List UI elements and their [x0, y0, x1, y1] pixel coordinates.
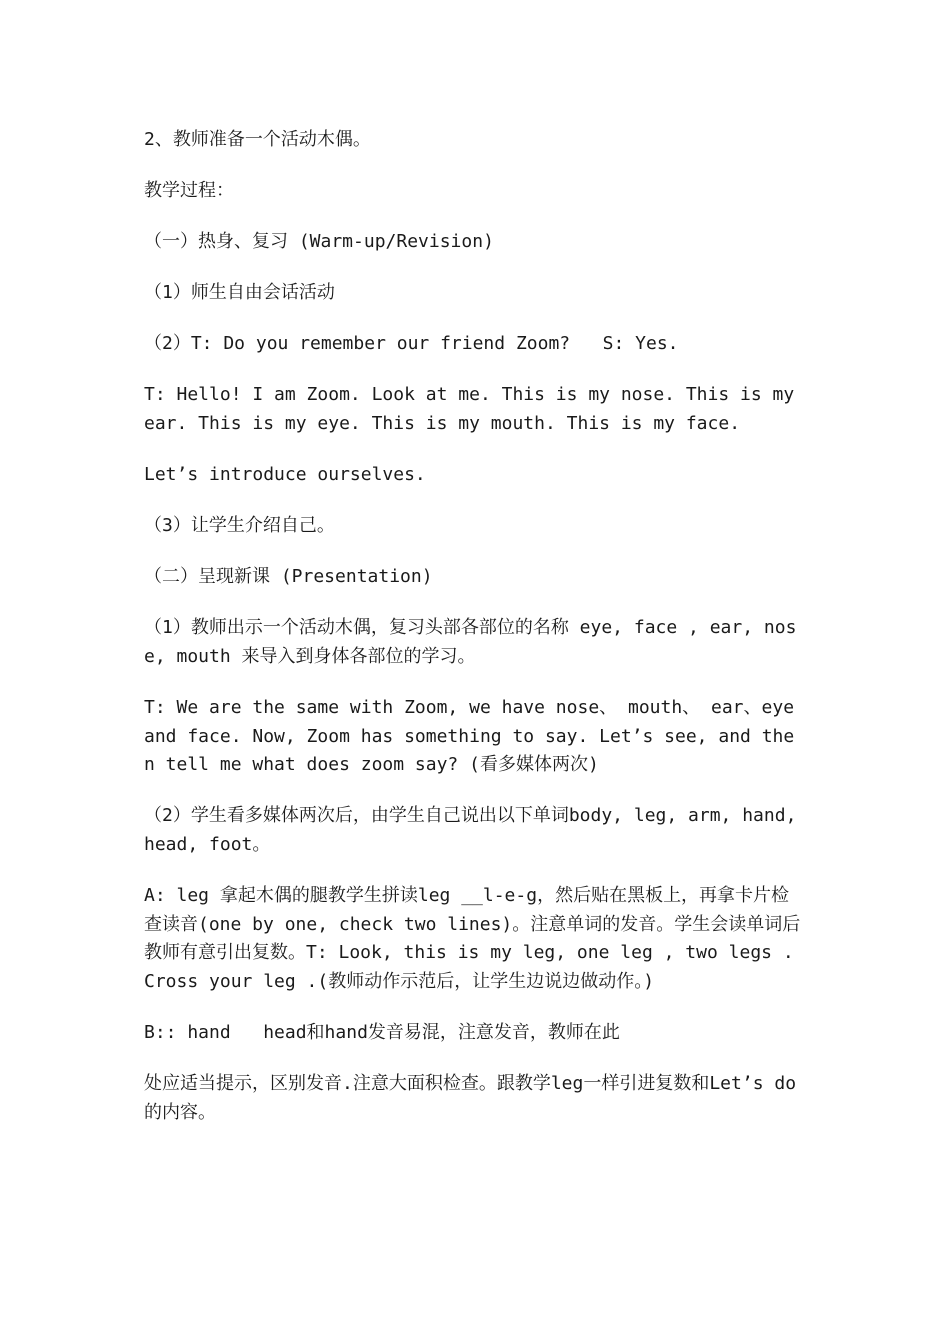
paragraph-puppet-review: （1）教师出示一个活动木偶，复习头部各部位的名称 eye, face , ear, nose, mouth 来导入到身体各部位的学习。: [144, 617, 797, 668]
document-body: [144, 126, 808, 1150]
paragraph-hello-zoom: T: Hello! I am Zoom. Look at me. This is my nose. This is my ear. This is my eye. This is my mouth. This is my face.: [144, 384, 806, 435]
paragraph-free-talk: （1）师生自由会话活动: [144, 282, 335, 304]
paragraph-leg-teaching: A: leg 拿起木偶的腿教学生拼读leg __l-e-g，然后贴在黑板上，再拿卡片检查读音(one by one, check two lines)。注意单词的发音。学生会读单词后教师有意引出复数。T: Look, this is my leg, one leg , two legs .Cross your leg .(教师动作示范后，让学生边说边做动作。): [144, 885, 801, 992]
paragraph-teaching-process-heading: 教学过程：: [144, 180, 234, 202]
paragraph-students-introduce: （3）让学生介绍自己。: [144, 515, 335, 537]
paragraph-hints-plural: 处应适当提示，区别发音.注意大面积检查。跟教学leg一样引进复数和Let’s do 的内容。: [144, 1073, 807, 1123]
paragraph-remember-zoom: （2）T: Do you remember our friend Zoom? S: Yes.: [144, 333, 679, 355]
paragraph-introduce-ourselves: Let’s introduce ourselves.: [144, 464, 426, 486]
paragraph-warmup-heading: （一）热身、复习 (Warm-up/Revision): [144, 231, 494, 253]
paragraph-hand-head: B:: hand head和hand发音易混，注意发音，教师在此: [144, 1021, 620, 1043]
paragraph-presentation-heading: （二）呈现新课 (Presentation): [144, 566, 433, 588]
paragraph-students-say-words: （2）学生看多媒体两次后，由学生自己说出以下单词body, leg, arm, hand, head, foot。: [144, 805, 808, 855]
paragraph-materials: 2、教师准备一个活动木偶。: [144, 129, 371, 150]
paragraph-same-with-zoom: T: We are the same with Zoom, we have nose、 mouth、 ear、eye and face. Now, Zoom has something to say. Let’s see, and then tell me what does zoom say? (看多媒体两次): [144, 697, 805, 776]
